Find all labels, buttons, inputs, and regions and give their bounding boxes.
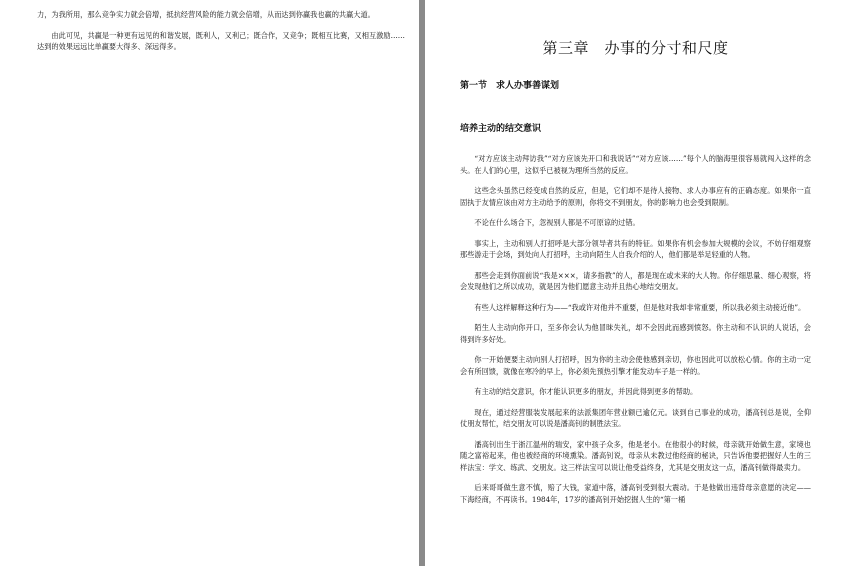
left-paragraph-2: 由此可见，共赢是一种更有远见的和谐发展，既利人，又利己；既合作，又竞争；既相互比赛，又相互激励……达到的效果远远比单赢要大得多、深远得多。 xyxy=(37,30,405,51)
left-paragraph-1: 力，为我所用，那么竞争实力就会倍增，抵抗经营风险的能力就会倍增，从而达到你赢我也赢的共赢大道。 xyxy=(37,10,375,19)
right-paragraph-9: 有主动的结交意识，你才能认识更多的朋友，并因此得到更多的帮助。 xyxy=(474,387,698,396)
right-paragraph-10: 现在，通过经营服装发展起来的法派集团年营业额已逾亿元。谈到自己事业的成功，潘高钊总是说，全仰仗朋友帮忙，结交朋友可以说是潘高钊的制胜法宝。 xyxy=(460,407,811,428)
right-paragraph-1: “对方应该主动拜访我”“对方应该先开口和我说话”“对方应该……”每个人的脑海里很容易就闯入这样的念头。在人们的心里，这似乎已被视为理所当然的反应。 xyxy=(460,154,811,175)
right-paragraph-3: 不论在什么场合下，忽视别人都是不可原谅的过错。 xyxy=(474,218,640,227)
right-paragraph-8: 你一开始便要主动向别人打招呼，因为你的主动会使他感到亲切，你也因此可以放松心情。你的主动一定会有所回馈，就像在寒冷的早上，你必须先预热引擎才能发动车子是一样的。 xyxy=(460,355,811,376)
right-paragraph-11: 潘高钊出生于浙江温州的瑞安，家中孩子众多，他是老小。在他很小的时候，母亲就开始做生意，家境也随之富裕起来，他也被经商的环境熏染。潘高钊说，母亲从未教过他经商的秘诀，只告诉他要把握好人生的三样法宝：学文、练武、交朋友。这三样法宝可以说让他受益终身，尤其是交朋友这一点，潘高钊做得最卖力。 xyxy=(460,439,811,472)
right-page xyxy=(425,0,844,566)
right-paragraph-4: 事实上，主动和别人打招呼是大部分领导者共有的特征。如果你有机会参加大规模的会议，不妨仔细观察那些游走于会场，到处向人打招呼，主动向陌生人自我介绍的人，他们都是举足轻重的人物。 xyxy=(460,238,811,259)
right-paragraph-5: 那些会走到你面前说“我是×××，请多指教”的人，都是现在或未来的大人物。你仔细思量、细心观察，将会发现他们之所以成功，就是因为他们愿意主动并且热心地结交朋友。 xyxy=(460,270,811,291)
right-paragraph-6: 有些人这样解释这种行为——“我或许对他并不重要，但是他对我却非常重要，所以我必须主动接近他”。 xyxy=(474,302,806,312)
right-paragraph-7: 陌生人主动向你开口，至多你会认为他冒昧失礼，却不会因此而感到愤怒。你主动和不认识的人说话，会得到许多好处。 xyxy=(460,323,811,344)
left-page xyxy=(0,0,419,566)
right-paragraph-2: 这些念头虽然已经变成自然的反应，但是，它们却不是待人接物、求人办事应有的正确态度。如果你一直固执于友情应该由对方主动给予的原则，你将交不到朋友，你的影响力也会受到限制。 xyxy=(460,186,811,207)
chapter-title: 第三章 办事的分寸和尺度 xyxy=(542,39,729,57)
section-title: 第一节 求人办事善谋划 xyxy=(460,81,560,91)
right-paragraph-12: 后来哥哥做生意不慎，赔了大钱，家道中落，潘高钊受到很大震动。于是他做出违背母亲意愿的决定——下海经商，不再读书。1984年，17岁的潘高钊开始挖掘人生的“第一桶 xyxy=(460,483,811,504)
subheading: 培养主动的结交意识 xyxy=(460,124,542,134)
